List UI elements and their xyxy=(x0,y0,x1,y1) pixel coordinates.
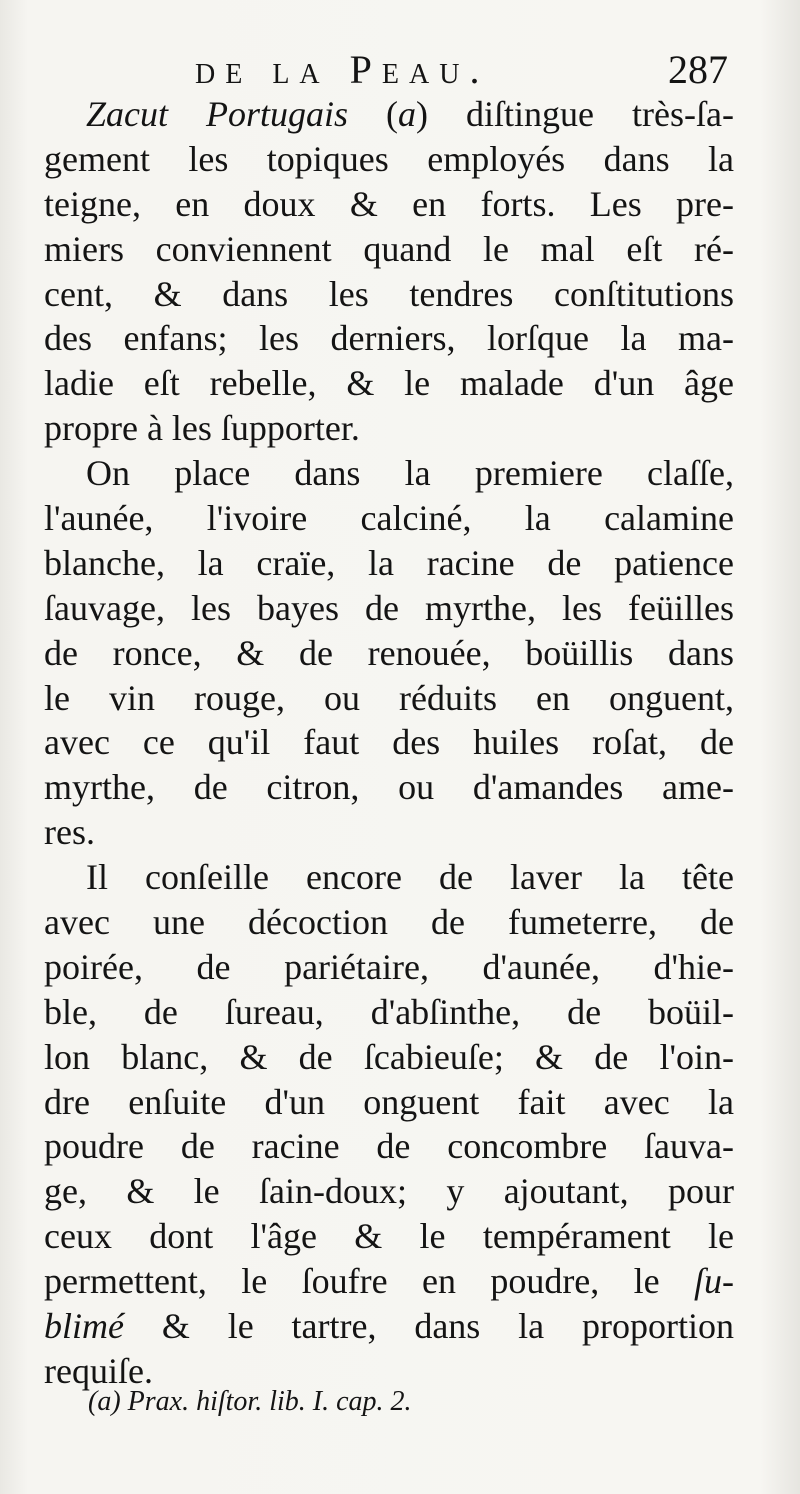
text-line: requiſe. xyxy=(44,1350,153,1391)
running-head: de la Peau. xyxy=(195,47,490,92)
text-line: poirée, de pariétaire, d'aunée, d'hie- xyxy=(44,946,734,987)
text-line: Zacut Portugais (a) diſtingue très-ſa- xyxy=(86,94,734,134)
text-line: des enfans; les derniers, lorſque la ma- xyxy=(44,318,734,359)
page-header xyxy=(0,40,800,100)
paragraph-3 xyxy=(44,855,734,1394)
paragraph-2 xyxy=(44,451,734,855)
text-line: blanche, la craïe, la racine de patience xyxy=(44,542,734,583)
text-line: On place dans la premiere claſſe, xyxy=(86,453,734,494)
text-line: poudre de racine de concombre ſauva- xyxy=(44,1126,734,1167)
text-line: Il conſeille encore de laver la tête xyxy=(86,857,734,898)
page-number: 287 xyxy=(668,47,728,92)
text-line: cent, & dans les tendres conſtitutions xyxy=(44,273,734,314)
paragraph-1 xyxy=(44,92,734,451)
text-line: myrthe, de citron, ou d'amandes ame- xyxy=(44,767,734,808)
text-line: de ronce, & de renouée, boüillis dans xyxy=(44,632,734,673)
text-line: ceux dont l'âge & le tempérament le xyxy=(44,1216,734,1257)
footnote-marker: a xyxy=(398,94,417,134)
text-line: ſauvage, les bayes de myrthe, les feüilles xyxy=(44,587,734,628)
italic-term: blimé xyxy=(44,1306,124,1347)
text-line: blimé & le tartre, dans la proportion xyxy=(44,1306,734,1347)
text-line: permettent, le ſoufre en poudre, le ſu- xyxy=(44,1261,734,1302)
author-name: Zacut Portugais xyxy=(86,94,349,134)
text-line: le vin rouge, ou réduits en onguent, xyxy=(44,677,734,718)
text-line: gement les topiques employés dans la xyxy=(44,138,734,179)
text-line: lon blanc, & de ſcabieuſe; & de l'oin- xyxy=(44,1036,734,1077)
text-line: avec une décoction de fumeterre, de xyxy=(44,902,734,943)
text-line: teigne, en doux & en forts. Les pre- xyxy=(44,183,734,224)
text-line: ladie eſt rebelle, & le malade d'un âge xyxy=(44,363,734,404)
body-text xyxy=(44,92,734,1394)
text-line: dre enſuite d'un onguent fait avec la xyxy=(44,1081,734,1122)
italic-term: ſu- xyxy=(694,1261,734,1302)
text-line: miers conviennent quand le mal eſt ré- xyxy=(44,228,734,269)
text-line: propre à les ſupporter. xyxy=(44,408,360,449)
text-line: res. xyxy=(44,812,95,853)
text-line: ge, & le ſain-doux; y ajoutant, pour xyxy=(44,1171,734,1212)
text-line: avec ce qu'il faut des huiles roſat, de xyxy=(44,722,734,763)
text-line: ble, de ſureau, d'abſinthe, de boüil- xyxy=(44,991,734,1032)
footnote: (a) Prax. hiſtor. lib. I. cap. 2. xyxy=(88,1386,412,1417)
text-line: l'aunée, l'ivoire calciné, la calamine xyxy=(44,498,734,539)
